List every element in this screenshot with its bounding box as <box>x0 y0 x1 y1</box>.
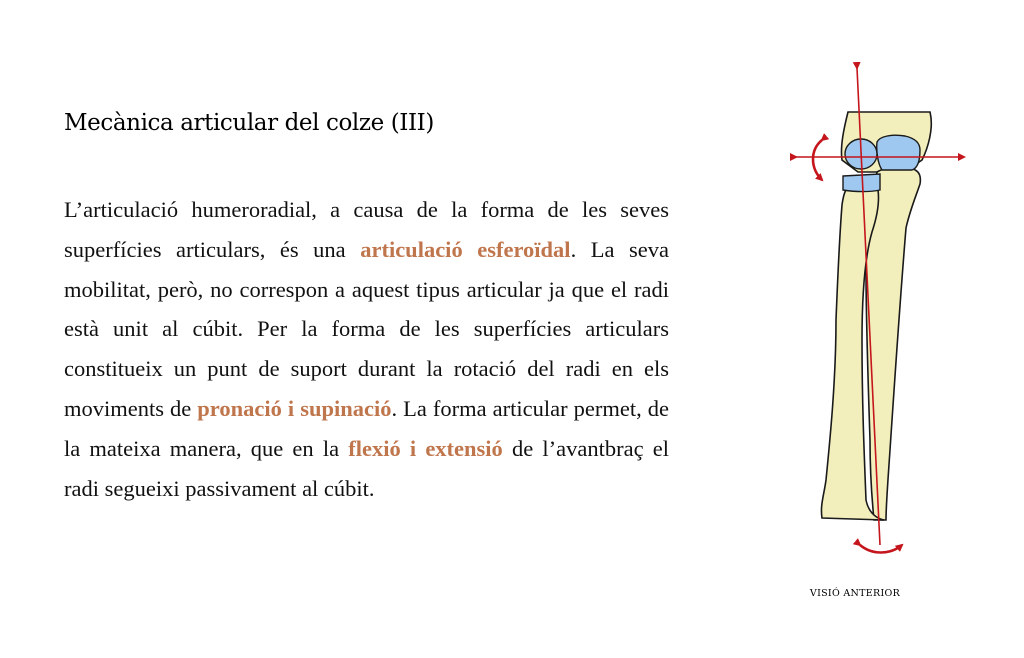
paragraph-text-1: L’articulació humeroradial, a causa de la forma de les seves superfícies articulars, és una <box>64 197 669 262</box>
paragraph-text-3: . La forma articular permet, de la mateixa manera, que en la <box>64 395 670 461</box>
figure-caption: VISIÓ ANTERIOR <box>809 588 901 599</box>
page-title: Mecànica articular del colze (III) <box>64 110 434 136</box>
highlight-articulacio-esferoidal: articulació esferoïdal <box>360 236 571 262</box>
paragraph-text-4: de l’avantbraç el radi segueixi passivament al cúbit. <box>64 435 669 501</box>
rotation-arrow-bottom <box>860 545 902 553</box>
highlight-pronacio-supinacio: pronació i supinació <box>197 395 392 421</box>
paragraph-text-2: . La seva mobilitat, però, no correspon a aquest tipus articular ja que el radi està unit al cúbit. Per la forma de les superfícies articulars constitueix un punt de suport durant la rotació del radi en els moviments de <box>64 236 669 421</box>
rotation-arrow-top <box>813 140 822 180</box>
trochlea-cartilage <box>877 135 920 170</box>
body-paragraph <box>64 190 669 508</box>
forearm-anterior-illustration <box>790 60 970 560</box>
highlight-flexio-extensio: flexió i extensió <box>348 435 503 461</box>
